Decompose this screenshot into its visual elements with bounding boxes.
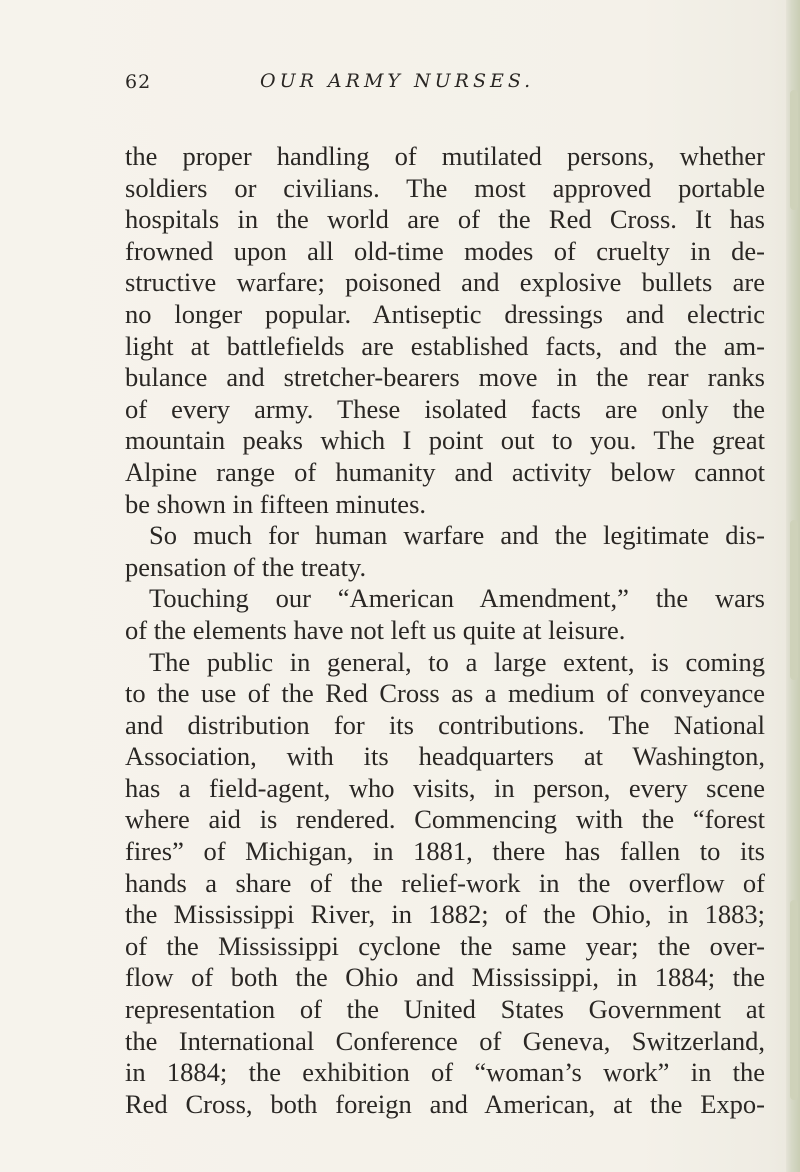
text-line: the Mississippi River, in 1882; of the Ohio, in 1883; <box>125 899 765 930</box>
edge-stain <box>790 90 798 210</box>
text-line: Association, with its headquarters at Washington, <box>125 741 765 772</box>
text-line: structive warfare; poisoned and explosive bullets are <box>125 267 765 298</box>
text-line: bulance and stretcher-bearers move in the rear ranks <box>125 362 765 393</box>
text-line: of every army. These isolated facts are only the <box>125 393 765 424</box>
text-line: of the elements have not left us quite at leisure. <box>125 614 626 645</box>
running-head: OUR ARMY NURSES. <box>260 70 535 92</box>
body-text <box>125 141 765 1120</box>
text-line: frowned upon all old-time modes of cruelty in de- <box>125 235 765 266</box>
page-number: 62 <box>125 71 152 93</box>
text-line: be shown in fifteen minutes. <box>125 488 427 519</box>
text-line: flow of both the Ohio and Mississippi, in 1884; the <box>125 962 765 993</box>
text-line: to the use of the Red Cross as a medium of conveyance <box>125 678 765 709</box>
text-line: of the Mississippi cyclone the same year; the over- <box>125 930 765 961</box>
text-line: light at battlefields are established facts, and the am- <box>125 330 765 361</box>
text-line: The public in general, to a large extent, is coming <box>149 646 765 677</box>
page-header <box>0 66 800 106</box>
text-line: the proper handling of mutilated persons, whether <box>125 141 765 171</box>
text-line: fires” of Michigan, in 1881, there has fallen to its <box>125 836 765 867</box>
text-line: Touching our “American Amendment,” the wars <box>149 583 765 614</box>
text-line: pensation of the treaty. <box>125 551 367 582</box>
edge-stain <box>790 520 798 680</box>
text-line: no longer popular. Antiseptic dressings and electric <box>125 298 765 329</box>
text-line: mountain peaks which I point out to you. The great <box>125 425 765 456</box>
text-line: where aid is rendered. Commencing with the “forest <box>125 804 765 835</box>
text-line: the International Conference of Geneva, Switzerland, <box>125 1025 765 1056</box>
page-edge <box>786 0 800 1172</box>
text-line: and distribution for its contributions. The National <box>125 709 765 740</box>
text-line: soldiers or civilians. The most approved portable <box>125 172 765 203</box>
text-line: hospitals in the world are of the Red Cross. It has <box>125 204 765 235</box>
text-line: has a field-agent, who visits, in person, every scene <box>125 772 765 803</box>
text-line: Red Cross, both foreign and American, at the Expo- <box>125 1088 765 1119</box>
text-line: Alpine range of humanity and activity below cannot <box>125 456 765 487</box>
edge-stain <box>790 900 798 1100</box>
text-line: hands a share of the relief-work in the overflow of <box>125 867 765 898</box>
text-line: in 1884; the exhibition of “woman’s work” in the <box>125 1057 765 1088</box>
text-line: So much for human warfare and the legitimate dis- <box>149 520 765 551</box>
text-line: representation of the United States Government at <box>125 994 765 1025</box>
